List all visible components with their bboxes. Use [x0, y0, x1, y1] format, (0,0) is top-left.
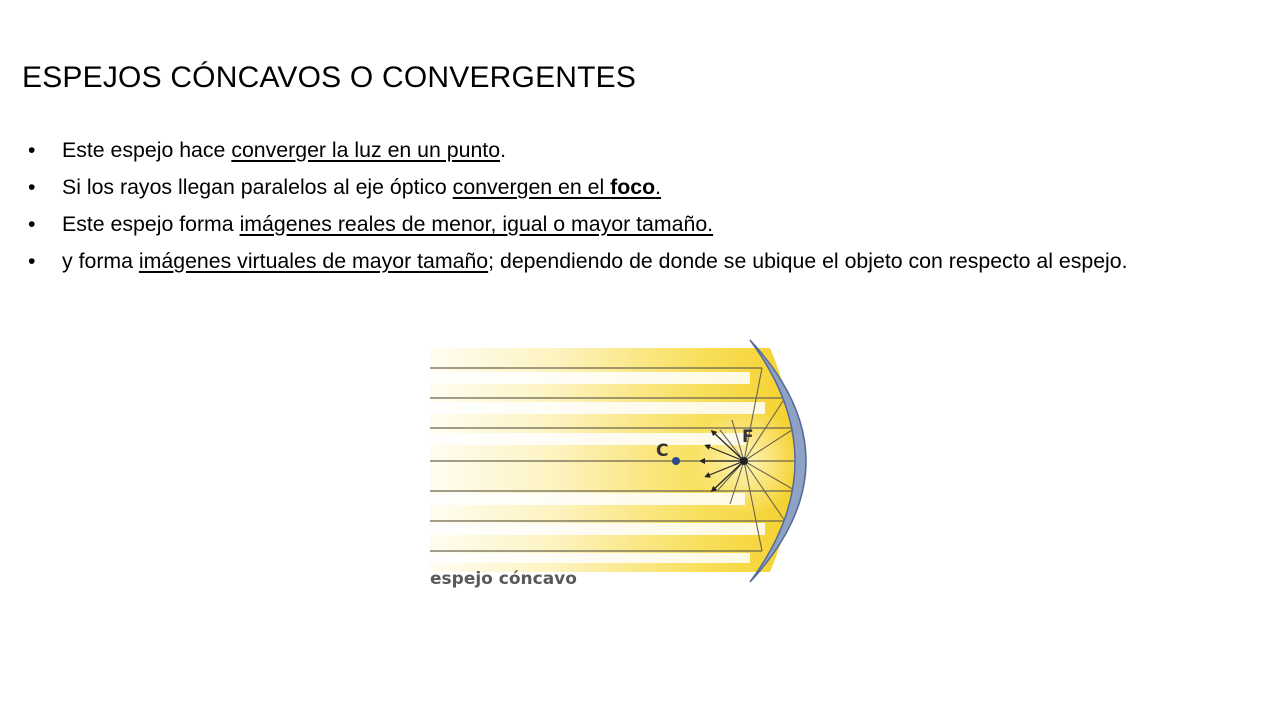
bullet-text: ; dependiendo de donde se ubique el objeto con respecto al espejo. [488, 249, 1128, 273]
bullet-item [28, 175, 1148, 200]
bullet-dot: • [28, 212, 36, 236]
bullet-item [28, 249, 1148, 274]
center-label: C [656, 441, 669, 461]
focus-point [740, 457, 748, 465]
bullet-text: Si los rayos llegan paralelos al eje óptico [62, 175, 453, 199]
underlined-text: converger la luz en un punto [231, 138, 501, 162]
bullet-text: Este espejo hace [62, 138, 232, 162]
slide-title: ESPEJOS CÓNCAVOS O CONVERGENTES [22, 61, 637, 94]
bullet-list [28, 138, 1148, 286]
bullet-text: Este espejo forma [62, 212, 240, 236]
underlined-text: convergen en el [452, 175, 611, 199]
underlined-text: imágenes reales de menor, igual o mayor tamaño. [239, 212, 714, 236]
bullet-item [28, 212, 1148, 237]
bullet-text: y forma [62, 249, 139, 273]
bold-underlined-text: foco [610, 175, 656, 199]
diagram-caption: espejo cóncavo [430, 569, 577, 589]
underlined-text: . [655, 175, 662, 199]
bullet-dot: • [28, 175, 36, 199]
bullet-dot: • [28, 138, 36, 162]
bullet-text: . [500, 138, 506, 162]
focus-label: F [742, 427, 754, 447]
center-point [672, 457, 680, 465]
bullet-item [28, 138, 1148, 163]
bullet-dot: • [28, 249, 36, 273]
underlined-text: imágenes virtuales de mayor tamaño [138, 249, 489, 273]
concave-mirror-diagram [400, 330, 860, 600]
